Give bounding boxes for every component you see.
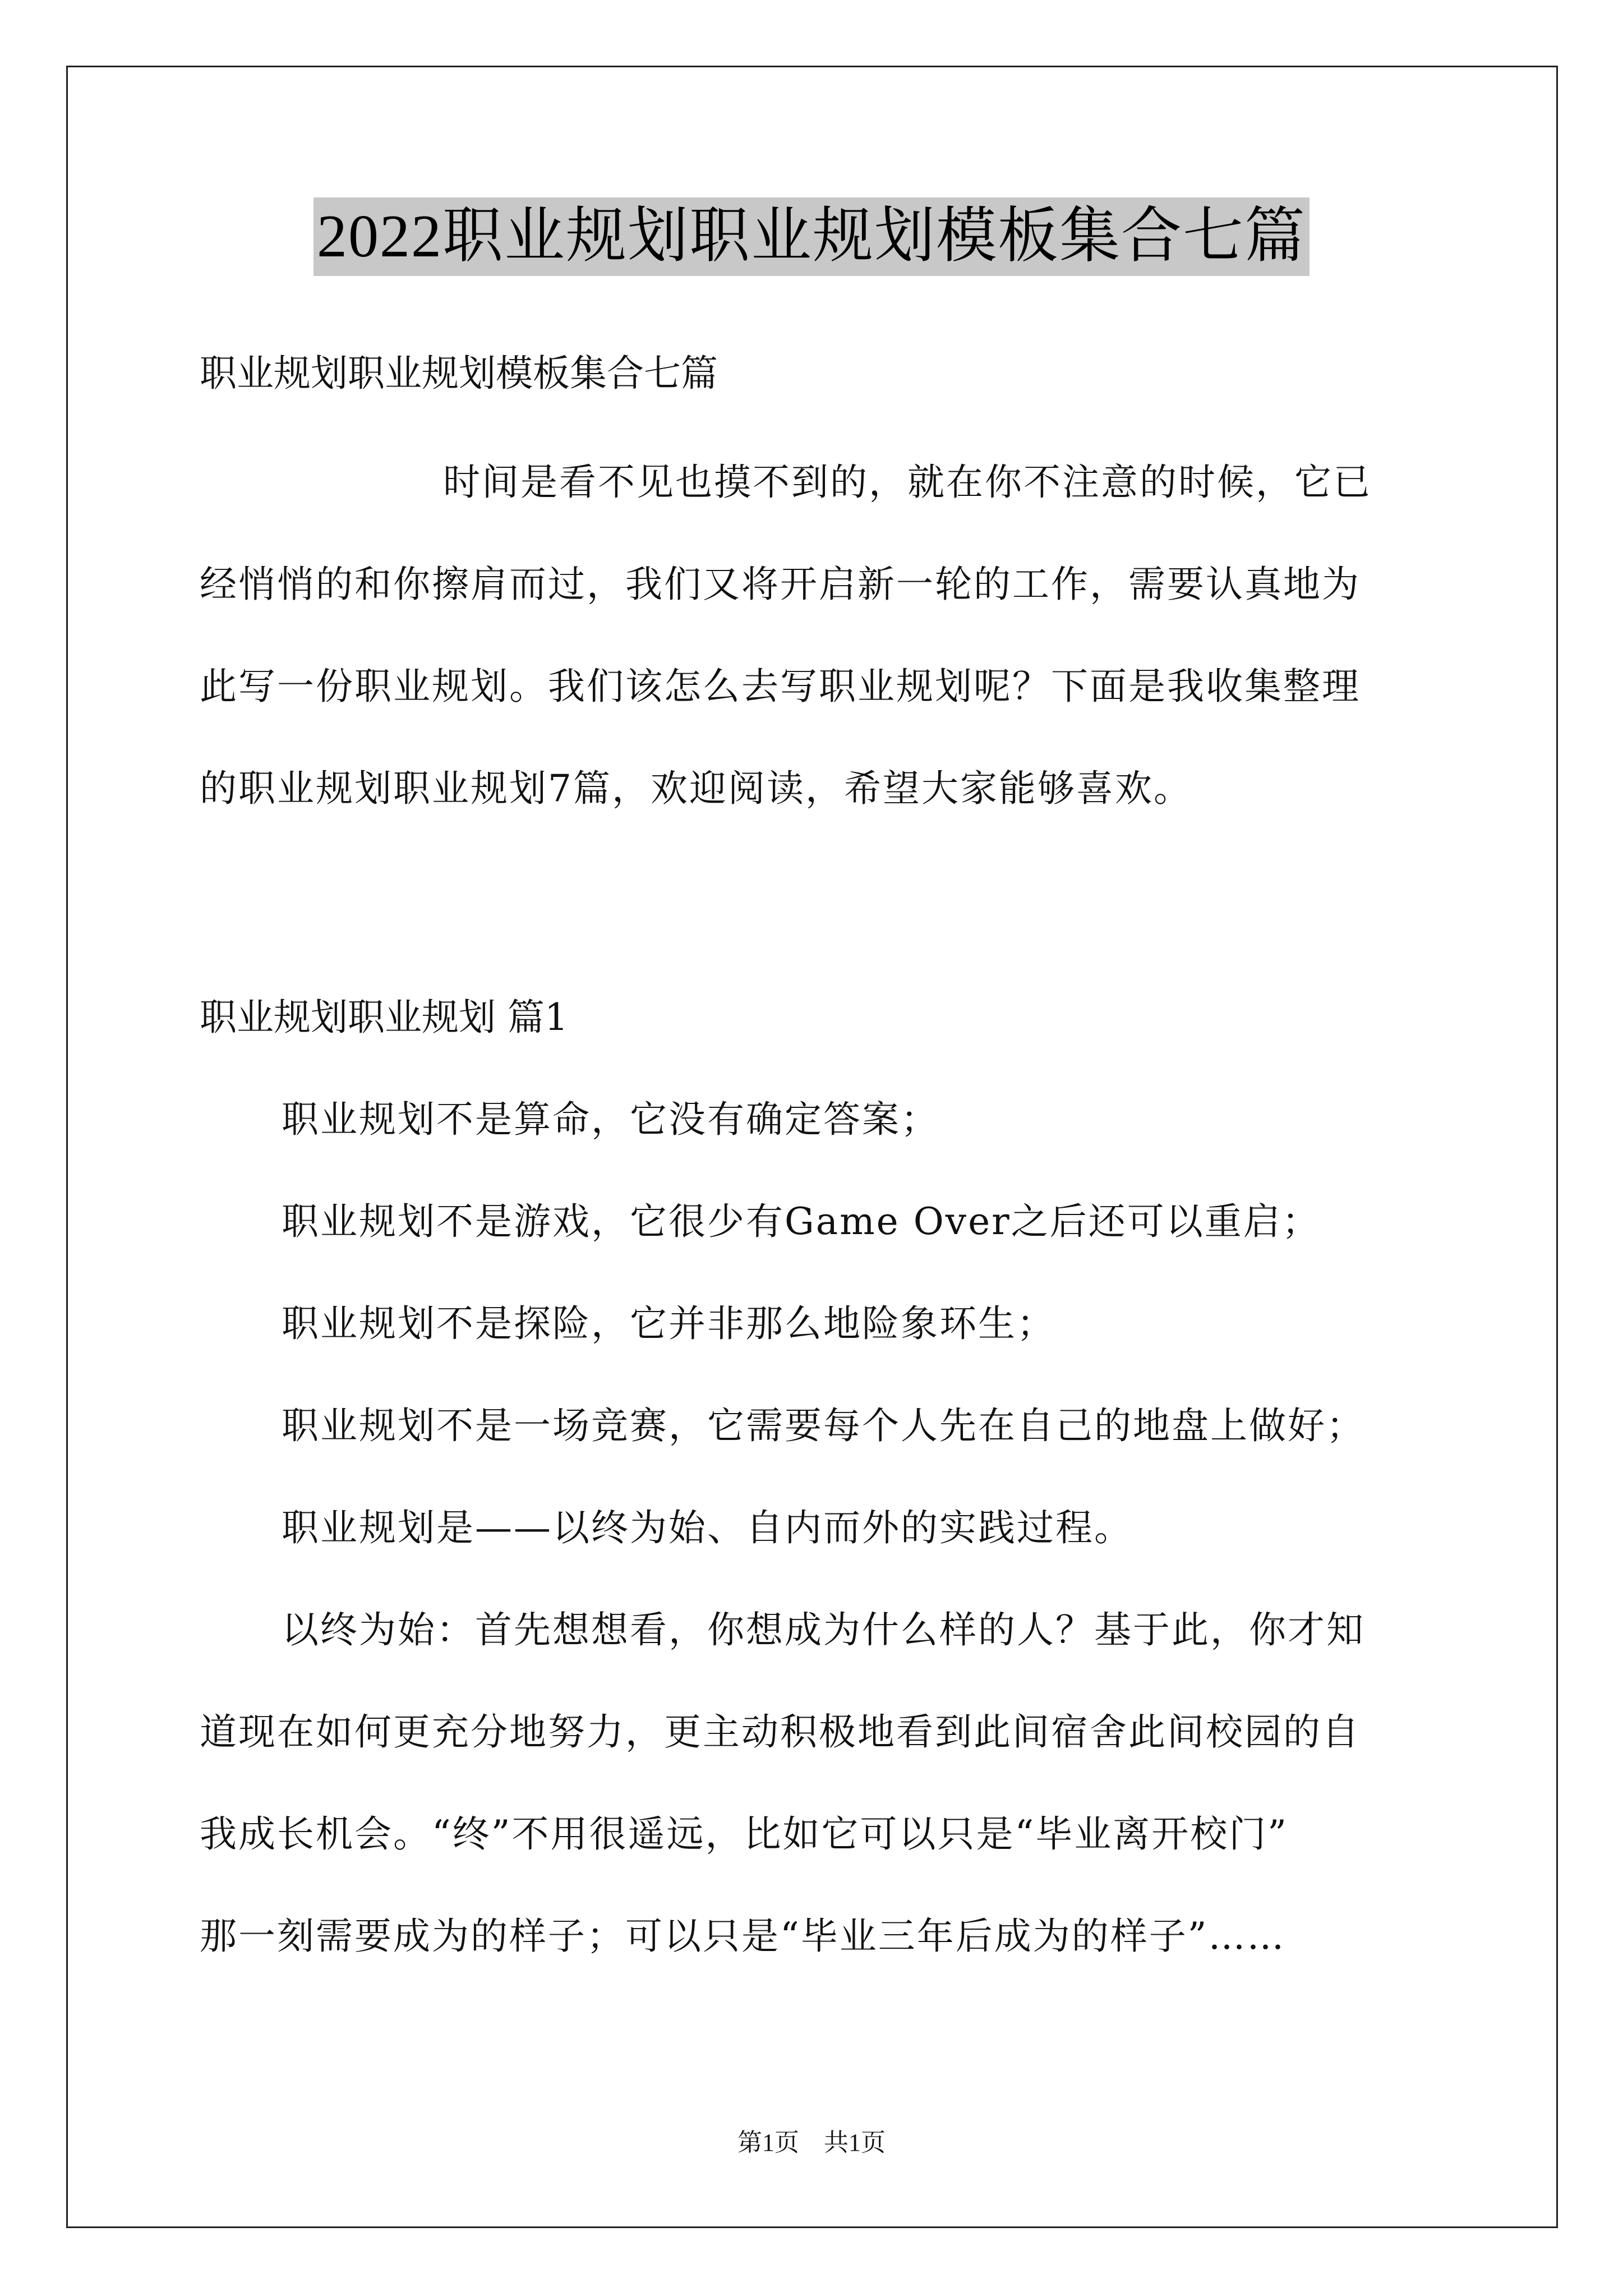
intro-line-2: 经悄悄的和你擦肩而过，我们又将开启新一轮的工作，需要认真地为	[200, 563, 1361, 606]
section-heading: 职业规划职业规划 篇1	[200, 996, 568, 1039]
paragraph-line-3: 我成长机会。“终”不用很遥远，比如它可以只是“毕业离开校门”	[200, 1812, 1288, 1856]
page-footer: 第1页 共1页	[737, 2129, 886, 2156]
statement-4: 职业规划不是一场竞赛，它需要每个人先在自己的地盘上做好；	[282, 1404, 1365, 1447]
paragraph-line-2: 道现在如何更充分地努力，更主动积极地看到此间宿舍此间校园的自	[200, 1710, 1361, 1754]
document-subtitle: 职业规划职业规划模板集合七篇	[200, 352, 718, 395]
statement-3: 职业规划不是探险，它并非那么地险象环生；	[282, 1302, 1055, 1345]
intro-line-3: 此写一份职业规划。我们该怎么去写职业规划呢？下面是我收集整理	[200, 665, 1361, 708]
paragraph-line-1: 以终为始：首先想想看，你想成为什么样的人？基于此，你才知	[282, 1608, 1365, 1651]
statement-5: 职业规划是——以终为始、自内而外的实践过程。	[282, 1506, 1133, 1549]
paragraph-line-4: 那一刻需要成为的样子；可以只是“毕业三年后成为的样子”……	[200, 1915, 1286, 1958]
intro-line-1: 时间是看不见也摸不到的，就在你不注意的时候，它已	[443, 461, 1372, 504]
statement-2: 职业规划不是游戏，它很少有Game Over之后还可以重启；	[282, 1200, 1321, 1243]
title-container	[0, 197, 1623, 276]
document-title: 2022职业规划职业规划模板集合七篇	[313, 197, 1310, 276]
intro-line-4: 的职业规划职业规划7篇，欢迎阅读，希望大家能够喜欢。	[200, 767, 1192, 810]
statement-1: 职业规划不是算命，它没有确定答案；	[282, 1098, 939, 1141]
